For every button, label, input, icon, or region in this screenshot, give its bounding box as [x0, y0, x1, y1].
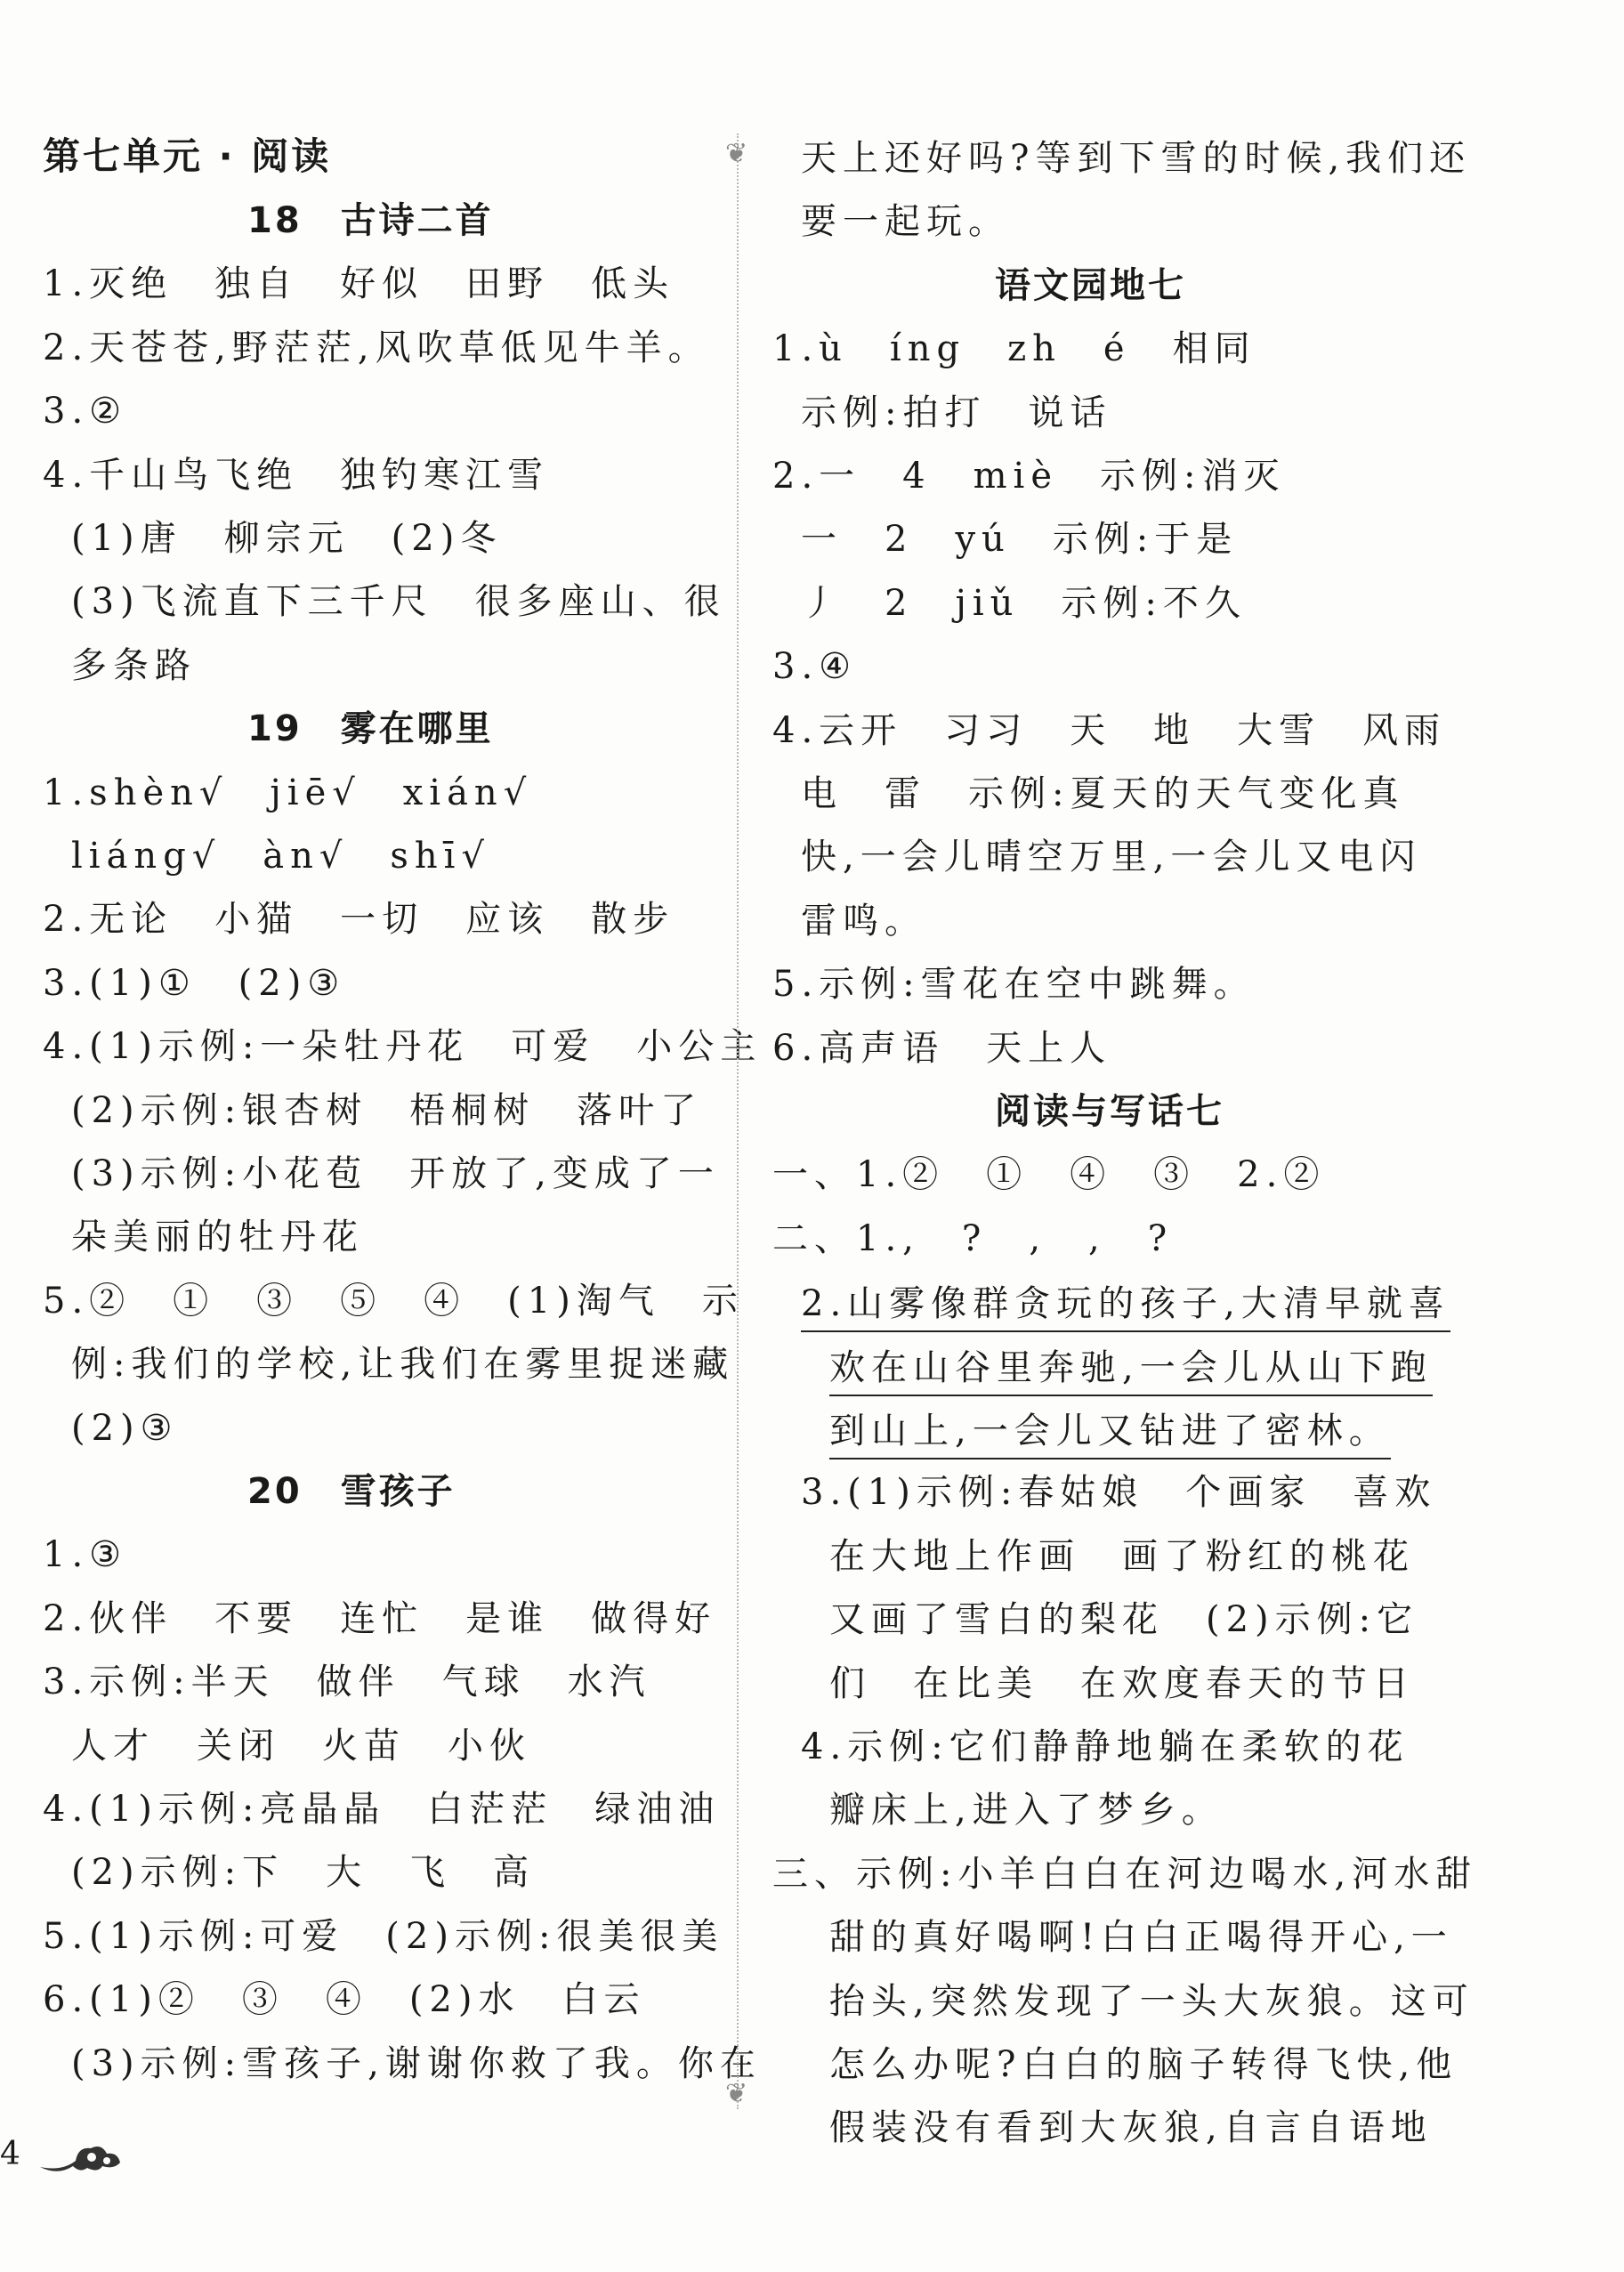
answer-line: 5.(1)示例:可爱 (2)示例:很美很美 [43, 1915, 724, 1957]
answer-line: (3)示例:雪孩子,谢谢你救了我。你在 [71, 2042, 762, 2084]
section-heading: 语文园地七 [995, 264, 1186, 306]
answer-line: 又画了雪白的梨花 (2)示例:它 [829, 1599, 1419, 1641]
answer-line: 4.千山鸟飞绝 独钓寒江雪 [43, 454, 550, 496]
answer-line: 甜的真好喝啊!白白正喝得开心,一 [829, 1917, 1453, 1959]
answer-line: 二、1., ? , , ? [772, 1217, 1174, 1259]
answer-line: 4.示例:它们静静地躺在柔软的花 [801, 1726, 1410, 1767]
answer-line: 2.山雾像群贪玩的孩子,大清早就喜 [801, 1277, 1450, 1332]
column-divider [737, 133, 739, 2109]
answer-line: 5.示例:雪花在空中跳舞。 [772, 964, 1256, 1006]
unit-title: 第七单元 · 阅读 [43, 134, 332, 178]
answer-line: 人才 关闭 火苗 小伙 [71, 1725, 531, 1767]
answer-line: 到山上,一会儿又钻进了密林。 [829, 1404, 1391, 1459]
answer-line: 2.伙伴 不要 连忙 是谁 做得好 [43, 1597, 717, 1639]
answer-line: 3.示例:半天 做伴 气球 水汽 [43, 1662, 651, 1703]
answer-line: 假装没有看到大灰狼,自言自语地 [829, 2107, 1433, 2149]
answer-line: (2)③ [71, 1407, 179, 1449]
answer-line: liáng√ àn√ shī√ [71, 836, 490, 877]
answer-line: 1.ù íng zh é 相同 [772, 328, 1256, 370]
answer-line: 雷鸣。 [801, 900, 926, 942]
answer-line: 一 2 yú 示例:于是 [801, 519, 1239, 561]
section-heading: 阅读与写话七 [995, 1091, 1224, 1132]
answer-line: 要一起玩。 [801, 201, 1010, 243]
answer-line: (2)示例:银杏树 梧桐树 落叶了 [71, 1089, 703, 1131]
answer-line: 丿 2 jiǔ 示例:不久 [801, 582, 1247, 624]
cloud-ornament-icon [36, 2127, 133, 2180]
answer-line: 3.(1)示例:春姑娘 个画家 喜欢 [801, 1472, 1437, 1514]
answer-line: 例:我们的学校,让我们在雾里捉迷藏 [71, 1344, 735, 1386]
answer-line: 1.shèn√ jiē√ xián√ [43, 772, 533, 813]
answer-line: 快,一会儿晴空万里,一会儿又电闪 [801, 837, 1422, 878]
answer-line: (2)示例:下 大 飞 高 [71, 1852, 536, 1894]
section-heading: 19 雾在哪里 [247, 708, 494, 750]
answer-line: 多条路 [71, 644, 197, 686]
answer-line: 3.② [43, 391, 128, 433]
answer-line: 2.天苍苍,野茫茫,风吹草低见牛羊。 [43, 327, 710, 368]
answer-line: 5.② ① ③ ⑤ ④ (1)淘气 示 [43, 1280, 744, 1322]
answer-line: 示例:拍打 说话 [801, 392, 1112, 433]
page-number: 4 [0, 2136, 20, 2172]
section-heading: 20 雪孩子 [247, 1471, 456, 1512]
answer-line: 们 在比美 在欢度春天的节日 [829, 1662, 1415, 1704]
answer-line: 3.(1)① (2)③ [43, 962, 346, 1004]
answer-line: 2.一 4 miè 示例:消灭 [772, 456, 1286, 497]
answer-line: 瓣床上,进入了梦乡。 [829, 1790, 1224, 1831]
answer-line: 6.(1)② ③ ④ (2)水 白云 [43, 1979, 646, 2021]
answer-line: 1.③ [43, 1534, 128, 1576]
answer-line: 4.(1)示例:亮晶晶 白茫茫 绿油油 [43, 1789, 721, 1830]
answer-line: 怎么办呢?白白的脑子转得飞快,他 [829, 2044, 1458, 2085]
answer-line: 6.高声语 天上人 [772, 1027, 1112, 1069]
answer-line: 抬头,突然发现了一头大灰狼。这可 [829, 1980, 1475, 2022]
section-heading: 18 古诗二首 [247, 200, 494, 241]
answer-line: 欢在山谷里奔驰,一会儿从山下跑 [829, 1341, 1433, 1396]
answer-line: 4.云开 习习 天 地 大雪 风雨 [772, 709, 1447, 751]
answer-line: 1.灭绝 独自 好似 田野 低头 [43, 263, 675, 305]
answer-line: (3)飞流直下三千尺 很多座山、很 [71, 581, 726, 623]
answer-line: 3.④ [772, 646, 858, 688]
divider-knot-icon: ❦ [725, 138, 748, 169]
answer-line: 三、示例:小羊白白在河边喝水,河水甜 [772, 1853, 1478, 1895]
answer-line: 天上还好吗?等到下雪的时候,我们还 [801, 138, 1472, 179]
answer-line: (3)示例:小花苞 开放了,变成了一 [71, 1153, 720, 1194]
answer-line: 在大地上作画 画了粉红的桃花 [829, 1535, 1415, 1577]
divider-knot-icon: ❦ [725, 2078, 748, 2109]
answer-line: (1)唐 柳宗元 (2)冬 [71, 518, 503, 559]
answer-line: 4.(1)示例:一朵牡丹花 可爱 小公主 [43, 1026, 763, 1068]
answer-line: 2.无论 小猫 一切 应该 散步 [43, 899, 675, 941]
answer-line: 电 雷 示例:夏天的天气变化真 [801, 773, 1405, 814]
answer-line: 一、1.② ① ④ ③ 2.② [772, 1154, 1326, 1196]
answer-line: 朵美丽的牡丹花 [71, 1217, 364, 1258]
